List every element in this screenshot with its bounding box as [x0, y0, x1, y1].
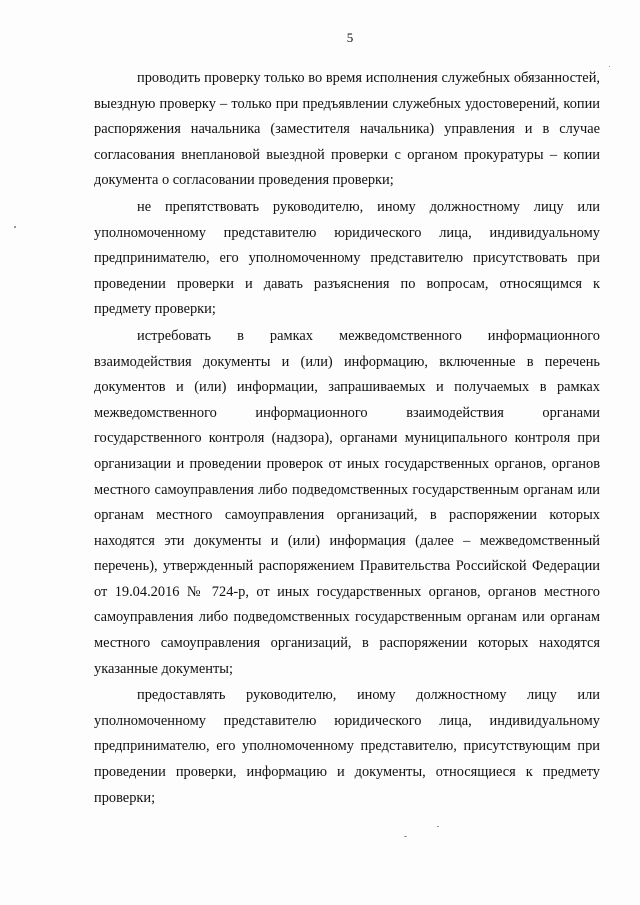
scan-speck [437, 826, 439, 827]
page-number: 5 [346, 30, 354, 45]
paragraph-inspection-conduct: проводить проверку только во время исполнения служебных обязанностей, выездную проверку – только при предъявлении служебных удостоверений, копии распоряжения начальника (заместителя начальника) управления и в случае согласования внеплановой выездной проверки с органом прокуратуры – копии документа о согласовании проведения проверки; [94, 70, 600, 189]
scan-speck [609, 66, 610, 67]
paragraph-representative-presence: не препятствовать руководителю, иному должностному лицу или уполномоченному представителю юридического лица, индивидуальному предпринимателю, его уполномоченному представителю присутствовать при проведении проверки и давать разъяснения по вопросам, относящимся к предмету проверки; [94, 198, 600, 318]
scan-speck [404, 836, 407, 837]
body-text [94, 66, 600, 811]
scan-speck [14, 226, 16, 228]
paragraph-provide-information: предоставлять руководителю, иному должностному лицу или уполномоченному представителю юридического лица, индивидуальному предпринимателю, его уполномоченному представителю, присутствующим при проведении проверки, информацию и документы, относящиеся к предмету проверки; [94, 687, 600, 806]
paragraph-interagency-request: истребовать в рамках межведомственного информационного взаимодействия документы и (или) информацию, включенные в перечень документов и (или) информации, запрашиваемых и получаемых в рамках межведомственного информационного взаимодействия органами государственного контроля (надзора), органами муниципального контроля при организации и проведении проверок от иных государственных органов, органов местного самоуправления либо подведомственных государственным органам или органам местного самоуправления организаций, в распоряжении которых находятся эти документы и (или) информация (далее – межведомственный перечень), утвержденный распоряжением Правительства Российской Федерации от 19.04.2016 № 724-р, от иных государственных органов, органов местного самоуправления либо подведомственных государственным органам или органам местного самоуправления организаций, в распоряжении которых находятся указанные документы; [94, 327, 600, 677]
